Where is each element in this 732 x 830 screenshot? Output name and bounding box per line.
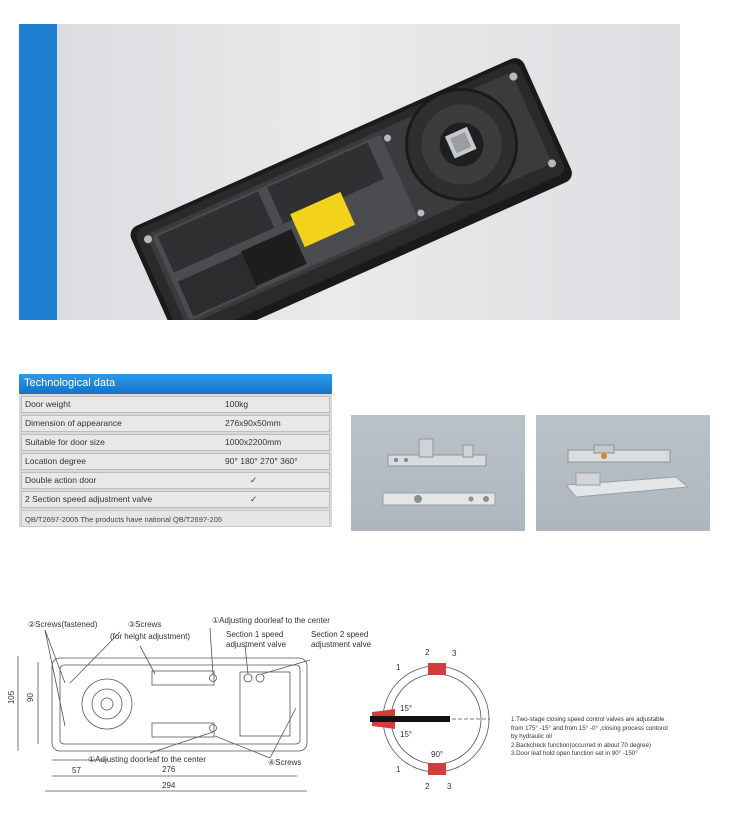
spec-value: ✓ <box>250 475 258 485</box>
spec-key: Dimension of appearance <box>25 418 122 428</box>
dim-57: 57 <box>72 766 81 775</box>
pivot-arm-illustration <box>536 415 710 531</box>
label-screws-bottom: ④Screws <box>268 758 302 767</box>
dim-90: 90 <box>25 693 35 702</box>
product-photo <box>19 24 680 320</box>
label-section1: Section 1 speed <box>226 630 284 639</box>
note-line: 2.Backcheck function(occurred in about 70 degree) <box>511 741 651 749</box>
spec-key: Door weight <box>25 399 71 409</box>
spec-value: 276x90x50mm <box>225 418 281 428</box>
spec-row <box>21 472 330 489</box>
dial-num-1b: 1 <box>396 765 401 774</box>
spec-table-header: Technological data <box>19 374 332 394</box>
label-section1-sub: adjustment valve <box>226 640 287 649</box>
technical-drawing <box>0 608 732 830</box>
dial-num-3b: 3 <box>447 782 452 791</box>
dim-294: 294 <box>162 781 176 790</box>
dial-90: 90° <box>431 750 444 759</box>
spec-value: 1000x2200mm <box>225 437 282 447</box>
spec-key: Suitable for door size <box>25 437 105 447</box>
spec-row <box>21 491 330 508</box>
spec-table-body <box>19 394 332 527</box>
note-line: by hydraulic oil <box>511 733 552 740</box>
label-adjust-bottom: ①Adjusting doorleaf to the center <box>88 755 206 764</box>
arm-photo-front <box>351 415 525 531</box>
label-screws-height-sub: (for height adjustment) <box>110 632 191 641</box>
spec-value: 90° 180° 270° 360° <box>225 456 298 466</box>
spec-row <box>21 453 330 470</box>
label-screws-fastened: ②Screws(fastened) <box>28 620 98 629</box>
spec-footer: QB/T2697-2005 The products have national QB/T2697-205 <box>21 510 330 527</box>
dial-num-3a: 3 <box>452 649 457 658</box>
spec-table <box>19 374 332 527</box>
spec-key: Location degree <box>25 456 86 466</box>
dial-num-2b: 2 <box>425 782 430 791</box>
label-screws-height: ③Screws <box>128 620 162 629</box>
pivot-arm-illustration <box>351 415 525 531</box>
function-notes <box>511 716 726 759</box>
spec-value: 100kg <box>225 399 249 409</box>
note-line: 1.Two-stage closing speed control valves are adjustable <box>511 716 665 723</box>
dim-105: 105 <box>7 690 17 705</box>
dial-num-2a: 2 <box>425 648 430 657</box>
note-line: from 175° -15° and from 15° -0° ,closing process contorol <box>511 724 668 732</box>
label-section2: Section 2 speed <box>311 630 369 639</box>
dial-15-bottom: 15° <box>400 730 413 739</box>
note-line: 3.Door leaf hold open function set in 90° -150° <box>511 750 638 757</box>
spec-key: 2 Section speed adjustment valve <box>25 494 153 504</box>
dial-num-1a: 1 <box>396 663 401 672</box>
label-adjust-top: ①Adjusting doorleaf to the center <box>212 616 330 625</box>
spec-value: ✓ <box>250 494 258 504</box>
floor-spring-illustration <box>19 24 680 320</box>
dim-276: 276 <box>162 765 176 774</box>
spec-row <box>21 434 330 451</box>
spec-row <box>21 396 330 413</box>
spec-key: Double action door <box>25 475 97 485</box>
dial-15-top: 15° <box>400 704 413 713</box>
label-section2-sub: adjustment valve <box>311 640 372 649</box>
arm-photo-side <box>536 415 710 531</box>
spec-row <box>21 415 330 432</box>
